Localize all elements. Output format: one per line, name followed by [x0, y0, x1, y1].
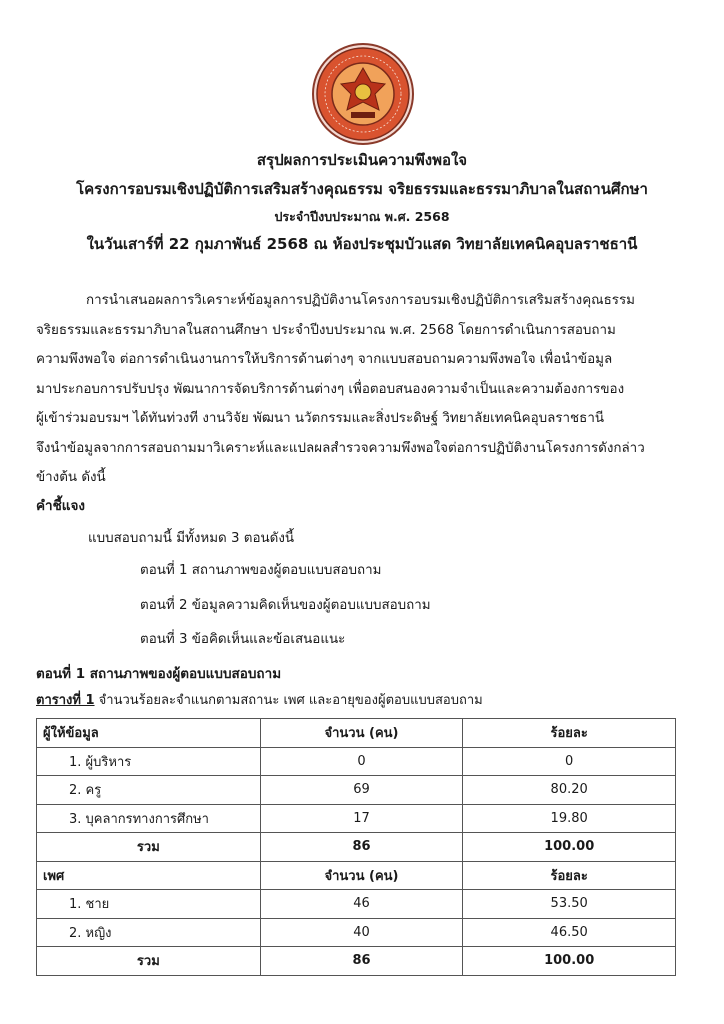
table-header-row [37, 861, 676, 890]
instructions-heading: คำชี้แจง [36, 498, 85, 514]
document-title-block [0, 150, 724, 255]
intro-paragraph [36, 286, 691, 493]
seal-icon [311, 42, 415, 146]
header-cell: จำนวน (คน) [260, 719, 463, 748]
header-cell: ผู้ให้ข้อมูล [37, 719, 261, 748]
header-cell: ร้อยละ [463, 719, 676, 748]
intro-line: ผู้เข้าร่วมอบรมฯ ได้ทันท่วงที งานวิจัย พัฒนา นวัตกรรมและสิ่งประดิษฐ์ วิทยาลัยเทคนิคอุบลราชธานี [36, 411, 604, 426]
table-row [37, 918, 676, 947]
instructions-part-2: ตอนที่ 2 ข้อมูลความคิดเห็นของผู้ตอบแบบสอบถาม [140, 598, 431, 613]
table-row [37, 776, 676, 805]
header-cell: เพศ [37, 861, 261, 890]
table-cell: 19.80 [463, 804, 676, 833]
table-cell: 0 [260, 747, 463, 776]
table-header-row [37, 719, 676, 748]
table-cell: 1. ชาย [37, 890, 261, 919]
total-cell: รวม [37, 833, 261, 862]
instructions-part-3: ตอนที่ 3 ข้อคิดเห็นและข้อเสนอแนะ [140, 632, 346, 647]
table-row [37, 890, 676, 919]
total-cell: 86 [260, 833, 463, 862]
table-cell: 53.50 [463, 890, 676, 919]
table-1-caption-text: จำนวนร้อยละจำแนกตามสถานะ เพศ และอายุของผู้ตอบแบบสอบถาม [94, 693, 483, 708]
table-cell: 2. หญิง [37, 918, 261, 947]
table-row [37, 747, 676, 776]
instructions-summary: แบบสอบถามนี้ มีทั้งหมด 3 ตอนดังนี้ [88, 531, 295, 546]
instructions-part-1: ตอนที่ 1 สถานภาพของผู้ตอบแบบสอบถาม [140, 563, 382, 578]
document-title: สรุปผลการประเมินความพึงพอใจ [256, 151, 468, 169]
table-cell: 46 [260, 890, 463, 919]
table-cell: 40 [260, 918, 463, 947]
total-cell: 100.00 [463, 833, 676, 862]
table-total-row [37, 833, 676, 862]
table-cell: 46.50 [463, 918, 676, 947]
total-cell: 86 [260, 947, 463, 976]
intro-line: จริยธรรมและธรรมาภิบาลในสถานศึกษา ประจำปีงบประมาณ พ.ศ. 2568 โดยการดำเนินการสอบถาม [36, 322, 616, 338]
table-row [37, 804, 676, 833]
table-cell: 0 [463, 747, 676, 776]
table-cell: 2. ครู [37, 776, 261, 805]
table-1-label: ตารางที่ 1 [36, 693, 95, 708]
project-name: โครงการอบรมเชิงปฏิบัติการเสริมสร้างคุณธรรม จริยธรรมและธรรมาภิบาลในสถานศึกษา [76, 180, 648, 198]
table-cell: 1. ผู้บริหาร [37, 747, 261, 776]
intro-line: ความพึงพอใจ ต่อการดำเนินงานการให้บริการด้านต่างๆ จากแบบสอบถามความพึงพอใจ เพื่อนำข้อมูล [36, 352, 613, 367]
intro-line: ข้างต้น ดังนี้ [36, 470, 106, 485]
intro-line: การนำเสนอผลการวิเคราะห์ข้อมูลการปฏิบัติงานโครงการอบรมเชิงปฏิบัติการเสริมสร้างคุณธรรม [86, 293, 635, 308]
table-cell: 80.20 [463, 776, 676, 805]
table-cell: 69 [260, 776, 463, 805]
total-cell: 100.00 [463, 947, 676, 976]
date-and-venue: ในวันเสาร์ที่ 22 กุมภาพันธ์ 2568 ณ ห้องประชุมบัวแสด วิทยาลัยเทคนิคอุบลราชธานี [86, 235, 638, 253]
respondent-status-table [36, 718, 676, 976]
table-cell: 3. บุคลากรทางการศึกษา [37, 804, 261, 833]
college-seal-logo [311, 42, 415, 146]
header-cell: ร้อยละ [463, 861, 676, 890]
table-total-row [37, 947, 676, 976]
total-cell: รวม [37, 947, 261, 976]
fiscal-year: ประจำปีงบประมาณ พ.ศ. 2568 [274, 209, 450, 224]
intro-line: มาประกอบการปรับปรุง พัฒนาการจัดบริการด้านต่างๆ เพื่อตอบสนองความจำเป็นและความต้องการของ [36, 381, 625, 397]
header-cell: จำนวน (คน) [260, 861, 463, 890]
table-1-caption [36, 689, 483, 710]
intro-line: จึงนำข้อมูลจากการสอบถามมาวิเคราะห์และแปลผลสำรวจความพึงพอใจต่อการปฏิบัติงานโครงการดังกล่าว [36, 440, 645, 456]
section-1-heading: ตอนที่ 1 สถานภาพของผู้ตอบแบบสอบถาม [36, 666, 282, 682]
table-cell: 17 [260, 804, 463, 833]
